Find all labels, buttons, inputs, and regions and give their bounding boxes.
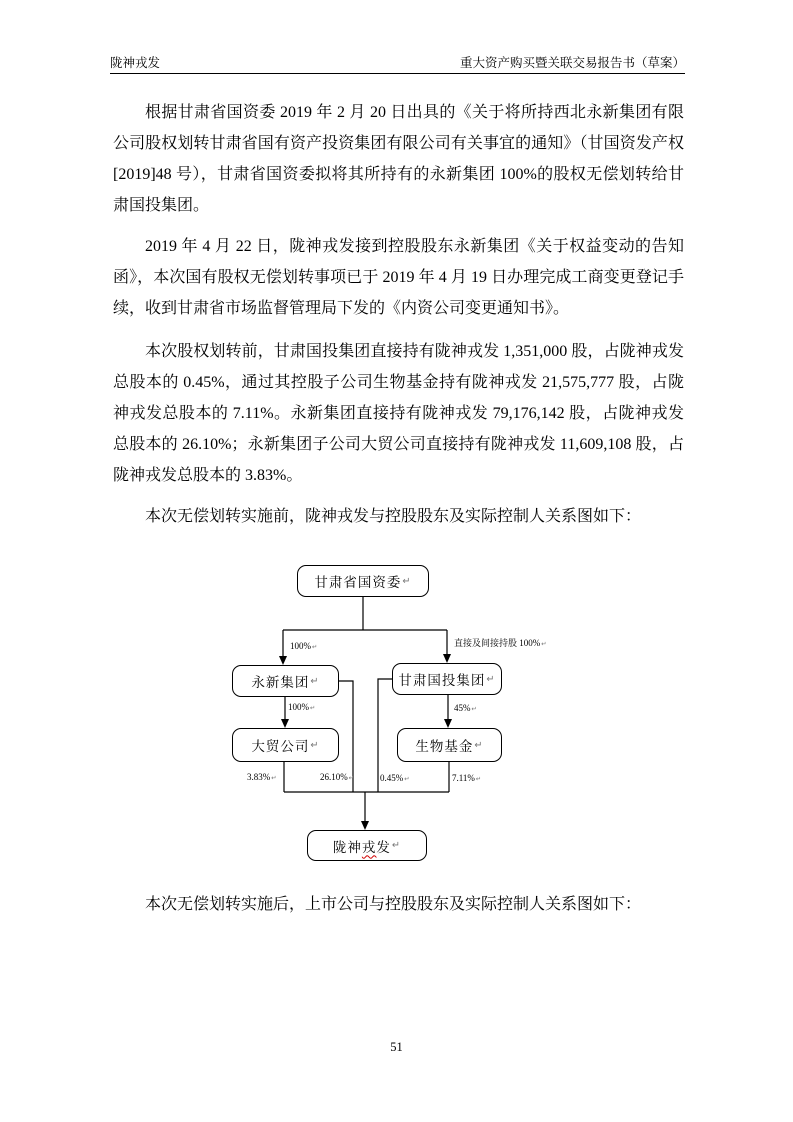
edge-label-text: 直接及间接持股 100% [454,638,541,648]
node-longshen-rongfa [307,830,427,861]
edge-label-yongxin-share [320,772,354,784]
edge-label-guotou-share [380,773,410,785]
edge-label-yongxin-damao [288,702,315,714]
spellcheck-underlined-text: 戎 [361,839,377,855]
node-label: 生物基金 [415,739,474,754]
edge-label-sasac-yongxin [290,641,317,653]
node-yongxin-group [232,665,339,697]
return-mark-icon: ↵ [391,840,402,851]
node-label: 甘肃国投集团 [398,673,486,688]
return-mark-icon: ↵ [348,774,355,782]
edge-label-text: 3.83% [247,772,271,782]
return-mark-icon: ↵ [541,640,547,648]
ownership-structure-diagram [0,555,793,875]
edge-label-text: 7.11% [452,773,475,783]
edge-label-text: 100% [290,641,311,651]
node-provincial-sasac [297,565,429,597]
return-mark-icon: ↵ [402,575,412,587]
edge-label-biofund-share [452,773,481,785]
node-label: 永新集团 [251,675,310,690]
return-mark-icon: ↵ [471,705,477,713]
header-right-title: 重大资产购买暨关联交易报告书（草案） [459,56,685,70]
node-label: 大贸公司 [251,739,310,754]
diagram-connector-lines [0,555,793,875]
edge-label-text: 0.45% [380,773,404,783]
paragraph-4: 本次无偿划转实施前，陇神戎发与控股股东及实际控制人关系图如下： [145,508,642,525]
node-label: 发 [376,839,391,855]
return-mark-icon: ↵ [475,775,482,783]
edge-label-text: 45% [454,703,471,713]
edge-label-sasac-guotou [454,638,547,650]
edge-label-damao-share [247,772,277,784]
header-left-title: 陇神戎发 [110,56,161,70]
node-label: 陇神 [332,839,362,855]
return-mark-icon: ↵ [310,704,316,712]
edge-label-text: 26.10% [320,772,348,782]
return-mark-icon: ↵ [310,675,320,687]
node-label: 甘肃省国资委 [314,575,402,590]
paragraph-2: 2019 年 4 月 22 日，陇神戎发接到控股股东永新集团《关于权益变动的告知函》，本次国有股权无偿划转事项已于 2019 年 4 月 19 日办理完成工商变更登记手续，收到甘肃省市场监督管理局下发的《内资公司变更通知书》。 [113,238,684,317]
node-damao-company [232,728,339,762]
return-mark-icon: ↵ [310,739,320,751]
return-mark-icon: ↵ [312,643,318,651]
node-bio-fund [397,728,502,762]
paragraph-5: 本次无偿划转实施后，上市公司与控股股东及实际控制人关系图如下： [145,896,642,913]
paragraph-1: 根据甘肃省国资委 2019 年 2 月 20 日出具的《关于将所持西北永新集团有限公司股权划转甘肃省国有资产投资集团有限公司有关事宜的通知》（甘国资发产权[2019]48 号），甘肃省国资委拟将其所持有的永新集团 100%的股权无偿划转给甘肃国投集团。 [113,104,684,214]
edge-label-guotou-biofund [454,703,477,715]
return-mark-icon: ↵ [404,775,410,783]
return-mark-icon: ↵ [271,774,277,782]
node-gansu-guotou-group [392,663,502,695]
edge-label-text: 100% [288,702,309,712]
page-header [110,55,685,74]
paragraph-3: 本次股权划转前，甘肃国投集团直接持有陇神戎发 1,351,000 股，占陇神戎发总股本的 0.45%，通过其控股子公司生物基金持有陇神戎发 21,575,777 股，占陇神戎发总股本的 7.11%。永新集团直接持有陇神戎发 79,176,142 股，占陇神戎发总股本的 26.10%；永新集团子公司大贸公司直接持有陇神戎发 11,609,108 股，占陇神戎发总股本的 3.83%。 [113,343,684,484]
return-mark-icon: ↵ [474,739,484,751]
page-number: 51 [390,1040,403,1054]
return-mark-icon: ↵ [486,673,496,685]
